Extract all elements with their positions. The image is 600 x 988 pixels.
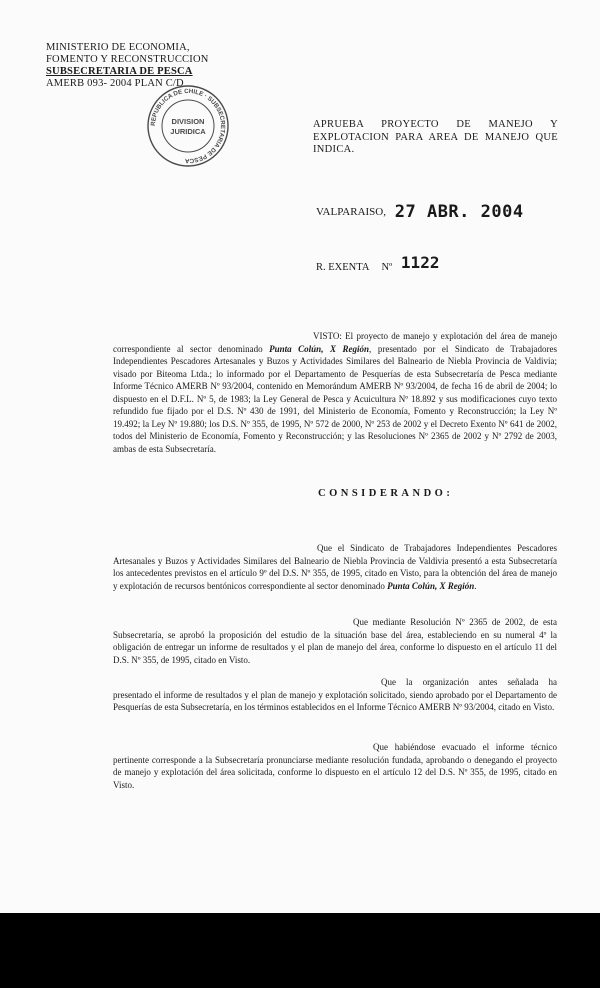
exenta-no-label: Nº — [381, 262, 393, 273]
resolution-title: APRUEBA PROYECTO DE MANEJO Y EXPLOTACION PARA AREA DE MANEJO QUE INDICA. — [313, 119, 558, 155]
c2-text: Que mediante Resolución Nº 2365 de 2002, de esta Subsecretaría, se aprobó la proposición del estudio de la situación base del área, estableciendo en su numeral 4º la obligación de entregar un informe de resultados y el plan de manejo del área, conforme lo dispuesto en el artículo 11 del D.S. Nº 355, de 1995, citado en Visto. — [113, 617, 557, 665]
c1-sector: Punta Colún, X Región — [387, 580, 475, 591]
considerando-paragraph-2 — [113, 616, 557, 666]
c1-text-part2: . — [474, 580, 477, 591]
resolution-number — [316, 253, 439, 273]
visto-heading: VISTO: — [313, 331, 342, 341]
stamp-ring-textpath: REPUBLICA DE CHILE · SUBSECRETARIA DE PESCA — [149, 87, 227, 165]
stamp-line-division: DIVISION — [171, 117, 205, 126]
c1-text-part1: Que el Sindicato de Trabajadores Independientes Pescadores Artesanales y Buzos y Actividades Similares del Balneario de Niebla Provincia de Valdivia presentó a esta Subsecretaría los antecedentes previstos en el artículo 9º del D.S. Nº 355, de 1995, citado en Visto, para la obtención del área de manejo y explotación de recursos bentónicos correspondiente al sector denominado — [113, 543, 557, 591]
c3-text: Que la organización antes señalada ha presentado el informe de resultados y el plan de manejo y explotación solicitado, siendo aprobado por el Departamento de Pesquerías de esta Subsecretaría, en los términos establecidos en el Informe Técnico AMERB Nº 93/2004, citado en Visto. — [113, 677, 557, 712]
visto-sector: Punta Colún, X Región — [269, 343, 370, 354]
stamp-inner-ring — [162, 100, 214, 152]
scan-bottom-band — [0, 913, 600, 988]
considerando-paragraph-3 — [113, 676, 557, 714]
considerando-paragraph-1 — [113, 542, 557, 592]
stamp-line-juridica: JURIDICA — [170, 127, 206, 136]
header-line-fomento: FOMENTO Y RECONSTRUCCION — [46, 54, 209, 65]
ministry-header — [46, 42, 236, 90]
place-text: VALPARAISO, — [316, 206, 386, 218]
considerando-heading: CONSIDERANDO: — [318, 488, 454, 499]
considerando-paragraph-4 — [113, 741, 557, 791]
stamp-outer-ring — [148, 86, 228, 166]
header-line-subsecretaria: SUBSECRETARIA DE PESCA — [46, 66, 193, 77]
visto-text-part2: , presentado por el Sindicato de Trabajadores Independientes Pescadores Artesanales y Buzos y Actividades Similares del Balneario de Niebla Provincia de Valdivia; visado por Biteoma Ltda.; lo informado por el Departamento de Pesquerías de esta Subsecretaría de Pesca mediante Informe Técnico AMERB Nº 93/2004, contenido en Memorándum AMERB Nº 93/2004, de fecha 16 de abril de 2004; lo dispuesto en el D.F.L. Nº 5, de 1983; la Ley General de Pesca y Acuicultura Nº 18.892 y sus modificaciones cuyo texto refundido fue fijado por el D.S. Nº 430 de 1991, del Ministerio de Economía, Fomento y Reconstrucción; la Ley Nº 19.492; la Ley Nº 19.880; los D.S. Nº 355, de 1995, Nº 572 de 2000, Nº 253 de 2002 y el Decreto Exento Nº 641 de 2002, todos del Ministerio de Economía, Fomento y Reconstrucción; y las Resoluciones Nº 2365 de 2002 y Nº 2792 de 2003, ambas de esta Subsecretaría. — [113, 343, 557, 454]
c4-text: Que habiéndose evacuado el informe técnico pertinente corresponde a la Subsecretaría pronunciarse mediante resolución fundada, aprobando o denegando el proyecto de manejo y explotación del área solicitada, conforme lo dispuesto en el artículo 12 del D.S. Nº 355, de 1995, citado en Visto. — [113, 742, 557, 790]
place-date — [316, 202, 524, 222]
visto-text-part1: El proyecto de manejo y explotación del área de manejo correspondiente al sector denominado — [113, 331, 557, 354]
header-line-amerb: AMERB 093- 2004 PLAN C/D — [46, 78, 184, 89]
date-stamp: 27 ABR. 2004 — [394, 202, 524, 222]
exenta-number: 1122 — [400, 253, 440, 272]
visto-paragraph — [113, 330, 557, 455]
header-line-ministry: MINISTERIO DE ECONOMIA, — [46, 42, 190, 53]
division-juridica-stamp — [146, 84, 230, 168]
exenta-label: R. EXENTA — [316, 262, 369, 273]
